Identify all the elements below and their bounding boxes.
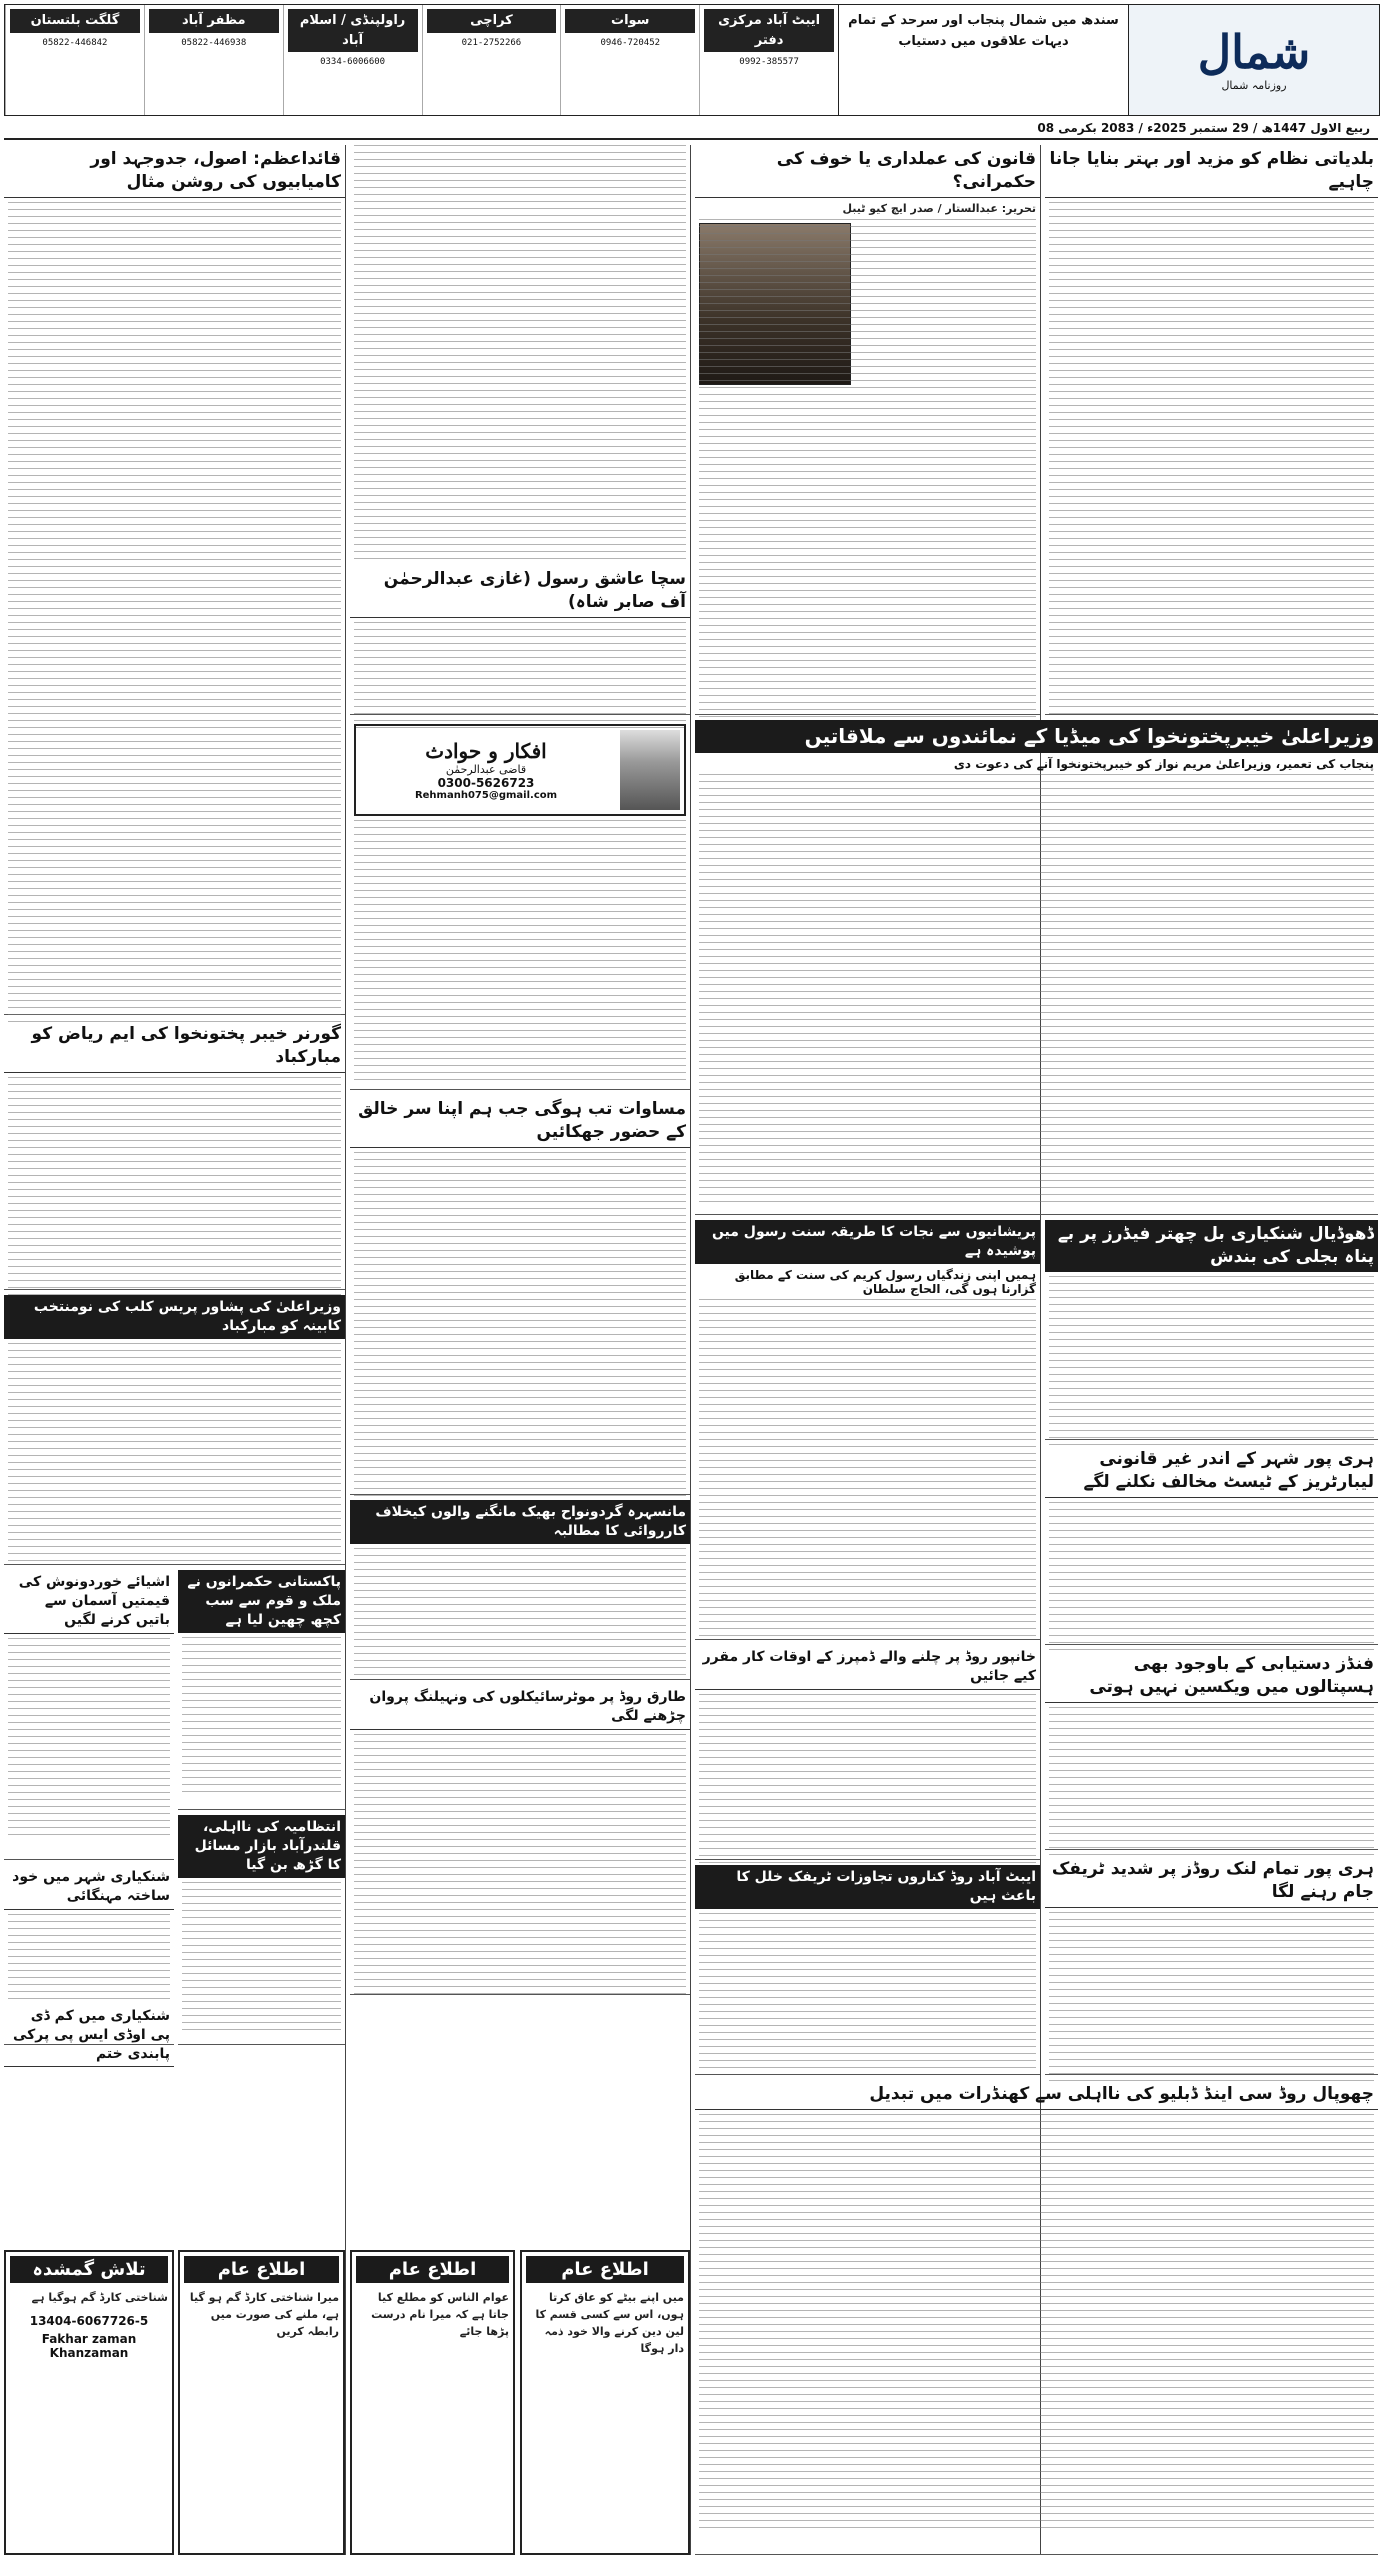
story-abbottabad-traffic (695, 1865, 1040, 2075)
story-sacha-ashiq (350, 720, 690, 1090)
story-tarbela (350, 1685, 690, 1995)
notice-text: عوام الناس کو مطلع کیا جاتا ہے کہ میرا نام درست پڑھا جائے (371, 2291, 509, 2338)
story-haripur-link (1045, 1855, 1378, 2075)
story-body (350, 145, 690, 565)
columnist-name: قاضی عبدالرحمٰن (445, 763, 527, 776)
office-phone: 0992-385577 (739, 57, 799, 67)
story-pareshani (695, 1220, 1040, 1640)
office-phone: 021-2752266 (461, 37, 522, 48)
office-box (422, 5, 561, 115)
office-box (283, 5, 422, 115)
story-body (4, 1914, 174, 2004)
missing-notice (4, 2250, 174, 2555)
dateline-text: 08 ربیع الاول 1447ھ / 29 ستمبر 2025ء / 2083 بکرمی (1037, 121, 1370, 135)
public-notice (520, 2250, 690, 2555)
cnic-number: 13404-6067726-5 (29, 2314, 149, 2328)
story-body (1045, 1707, 1378, 1857)
story-byline: تحریر: عبدالستار / صدر ایچ کیو ٹیبل (842, 201, 1036, 215)
story-body (4, 1343, 345, 1563)
story-headline: پاکستانی حکمرانوں نے ملک و قوم سے سب کچھ چھین لیا ہے (178, 1570, 345, 1633)
story-body (695, 1913, 1040, 2073)
story-governor (4, 1020, 345, 1290)
office-box (144, 5, 283, 115)
story-headline: ایبٹ آباد روڈ کناروں تجاوزات ٹریفک خلل کا باعث ہیں (695, 1865, 1040, 1909)
story-headline: انتظامیہ کی نااہلی، قلندرآباد بازار مسائل کا گڑھ بن گیا (178, 1815, 345, 1878)
story-headline: قانون کی عملداری یا خوف کی حکمرانی؟ (695, 145, 1040, 198)
notice-text: میرا شناختی کارڈ گم ہو گیا ہے، ملنے کی صورت میں رابطہ کریں (189, 2291, 339, 2338)
story-law-continued (350, 145, 690, 715)
story-qalandarabad (178, 1815, 345, 2045)
story-body (695, 774, 1378, 1204)
story-chhoupal (695, 2080, 1378, 2555)
story-headline: بلدیاتی نظام کو مزید اور بہتر بنایا جانا چاہیے (1045, 145, 1378, 198)
masthead (4, 4, 1380, 116)
columnist-email: Rehmanh075@gmail.com (414, 790, 558, 801)
story-headline: وزیراعلیٰ خیبرپختونخوا کی میڈیا کے نمائندوں سے ملاقاتیں (695, 720, 1378, 753)
story-left-small-a (4, 1570, 174, 1860)
story-headline: ہری پور تمام لنک روڈز پر شدید ٹریفک جام رہنے لگا (1045, 1855, 1378, 1908)
columnist-info (356, 739, 616, 801)
dateline (4, 118, 1378, 140)
notice-text: میں اپنے بیٹے کو عاق کرتا ہوں، اس سے کسی قسم کا لین دین کرنے والا خود ذمہ دار ہوگا (535, 2291, 684, 2355)
story-body (1045, 1276, 1378, 1446)
story-headline: وزیراعلیٰ کی پشاور پریس کلب کی نومنتخب کابینہ کو مبارکباد (4, 1295, 345, 1339)
story-khanpur (695, 1645, 1040, 1860)
story-body (695, 219, 1040, 719)
story-headline: سچا عاشق رسول (غازی عبدالرحمٰن آف صابر شاہ) (350, 565, 690, 618)
notice-title: اطلاع عام (356, 2256, 509, 2283)
story-haripur-lab (1045, 1445, 1378, 1645)
story-body (350, 1548, 690, 1678)
office-box (5, 5, 144, 115)
story-headline: شنکیاری میں کم ڈی پی اوڈی ایس پی پرکی پابندی ختم (4, 2004, 174, 2068)
office-phone: 05822-446938 (181, 37, 247, 48)
story-headline: قائداعظم: اصول، جدوجہد اور کامیابیوں کی روشن مثال (4, 145, 345, 198)
story-body (4, 1077, 345, 1297)
public-notice (350, 2250, 515, 2555)
column-rule (345, 145, 346, 2555)
story-headline: طارق روڈ پر موٹرسائیکلوں کی ونہیلنگ پروان چڑھنے لگی (350, 1685, 690, 1730)
office-city: کراچی (427, 9, 557, 33)
masthead-ad (838, 5, 1128, 115)
column-rule (690, 145, 691, 2555)
columnist-phone: 0300-5626723 (437, 776, 535, 790)
notice-title: اطلاع عام (526, 2256, 684, 2283)
story-body (695, 2114, 1378, 2534)
story-pakistan-rulers (178, 1570, 345, 1810)
story-body (4, 202, 345, 1022)
office-city: گلگت بلتستان (10, 9, 140, 33)
story-musawat (350, 1095, 690, 1495)
masthead-ad-text: سندھ میں شمال پنجاب اور سرحد کے تمام دیہات علاقوں میں دستیاب (848, 13, 1119, 49)
story-body (1045, 1502, 1378, 1652)
story-headline: شنکیاری شہر میں خود ساختہ مہنگائی (4, 1865, 174, 1910)
office-city: ایبٹ آباد مرکزی دفتر (704, 9, 834, 52)
story-body (1045, 1912, 1378, 2082)
newspaper-logo (1128, 5, 1379, 115)
office-city: مظفر آباد (149, 9, 279, 33)
story-body (4, 1638, 174, 1838)
office-phone: 0946-720452 (600, 37, 661, 48)
story-body (695, 1694, 1040, 1864)
story-body (350, 1734, 690, 1994)
notice-title: تلاش گمشدہ (10, 2256, 168, 2283)
story-cm-media (695, 720, 1378, 1215)
story-headline: مساوات تب ہوگی جب ہم اپنا سر خالق کے حضور جھکائیں (350, 1095, 690, 1148)
notice-text: شناختی کارڈ گم ہوگیا ہے (31, 2291, 168, 2304)
story-body (178, 1882, 345, 2032)
column-title: افکار و حوادث (425, 739, 547, 763)
story-left-small-b (4, 1865, 174, 2062)
story-body (350, 1152, 690, 1502)
story-headline: مانسہرہ گردونواح بھیک مانگنے والوں کیخلاف کارروائی کا مطالبہ (350, 1500, 690, 1544)
office-city: سوات (565, 9, 695, 33)
story-headline: فنڈز دستیابی کے باوجود بھی ہسپتالوں میں ویکسین نہیں ہوتی (1045, 1650, 1378, 1703)
story-headline: پریشانیوں سے نجات کا طریقہ سنت رسول میں پوشیدہ ہے (695, 1220, 1040, 1264)
office-box (699, 5, 838, 115)
story-body (350, 622, 690, 732)
story-headline: گورنر خیبر پختونخوا کی ایم ریاض کو مبارکباد (4, 1020, 345, 1073)
story-body (350, 820, 690, 1080)
story-press-club (4, 1295, 345, 1565)
story-vaccine (1045, 1650, 1378, 1850)
story-body (695, 1299, 1040, 1639)
notice-title: اطلاع عام (184, 2256, 339, 2283)
story-headline: ہری پور شہر کے اندر غیر قانونی لیبارٹریز کے ٹیسٹ مخالف نکلنے لگے (1045, 1445, 1378, 1498)
story-headline: چھوپال روڈ سی اینڈ ڈبلیو کی نااہلی سے کھنڈرات میں تبدیل (695, 2080, 1378, 2110)
story-subhead: پنجاب کی تعمیر، وزیراعلیٰ مریم نواز کو خیبرپختونخوا آنے کی دعوت دی (953, 757, 1374, 771)
missing-name: Fakhar zaman Khanzaman (41, 2332, 137, 2360)
story-mansehra-begging (350, 1500, 690, 1680)
story-dhodial (1045, 1220, 1378, 1440)
logo-name: شمال (1197, 24, 1311, 79)
columnist-box (354, 724, 686, 816)
story-body (1045, 202, 1378, 722)
story-headline: ڈھوڈیال شنکیاری بل چھتر فیڈرز پر بے پناہ بجلی کی بندش (1045, 1220, 1378, 1272)
office-city: راولپنڈی / اسلام آباد (288, 9, 418, 52)
public-notice (178, 2250, 345, 2555)
office-phone: 0334-6006600 (320, 57, 386, 67)
story-body (178, 1637, 345, 1797)
columnist-portrait (620, 730, 680, 810)
story-quaid (4, 145, 345, 1015)
office-box (560, 5, 699, 115)
story-headline: اشیائے خوردونوش کی قیمتیں آسمان سے باتیں کرنے لگیں (4, 1570, 174, 1634)
story-subhead: ہمیں اپنی زندگیاں رسول کریم کی سنت کے مطابق گزارنا ہوں گی، الحاج سلطان (734, 1267, 1036, 1296)
logo-sub: روزنامہ شمال (1221, 78, 1287, 92)
office-phone: 05822-446842 (42, 37, 108, 48)
story-law-column (695, 145, 1040, 715)
story-headline: خانپور روڈ پر چلنے والے ڈمپرز کے اوقات کار مقرر کیے جائیں (695, 1645, 1040, 1690)
story-lead (1045, 145, 1378, 715)
